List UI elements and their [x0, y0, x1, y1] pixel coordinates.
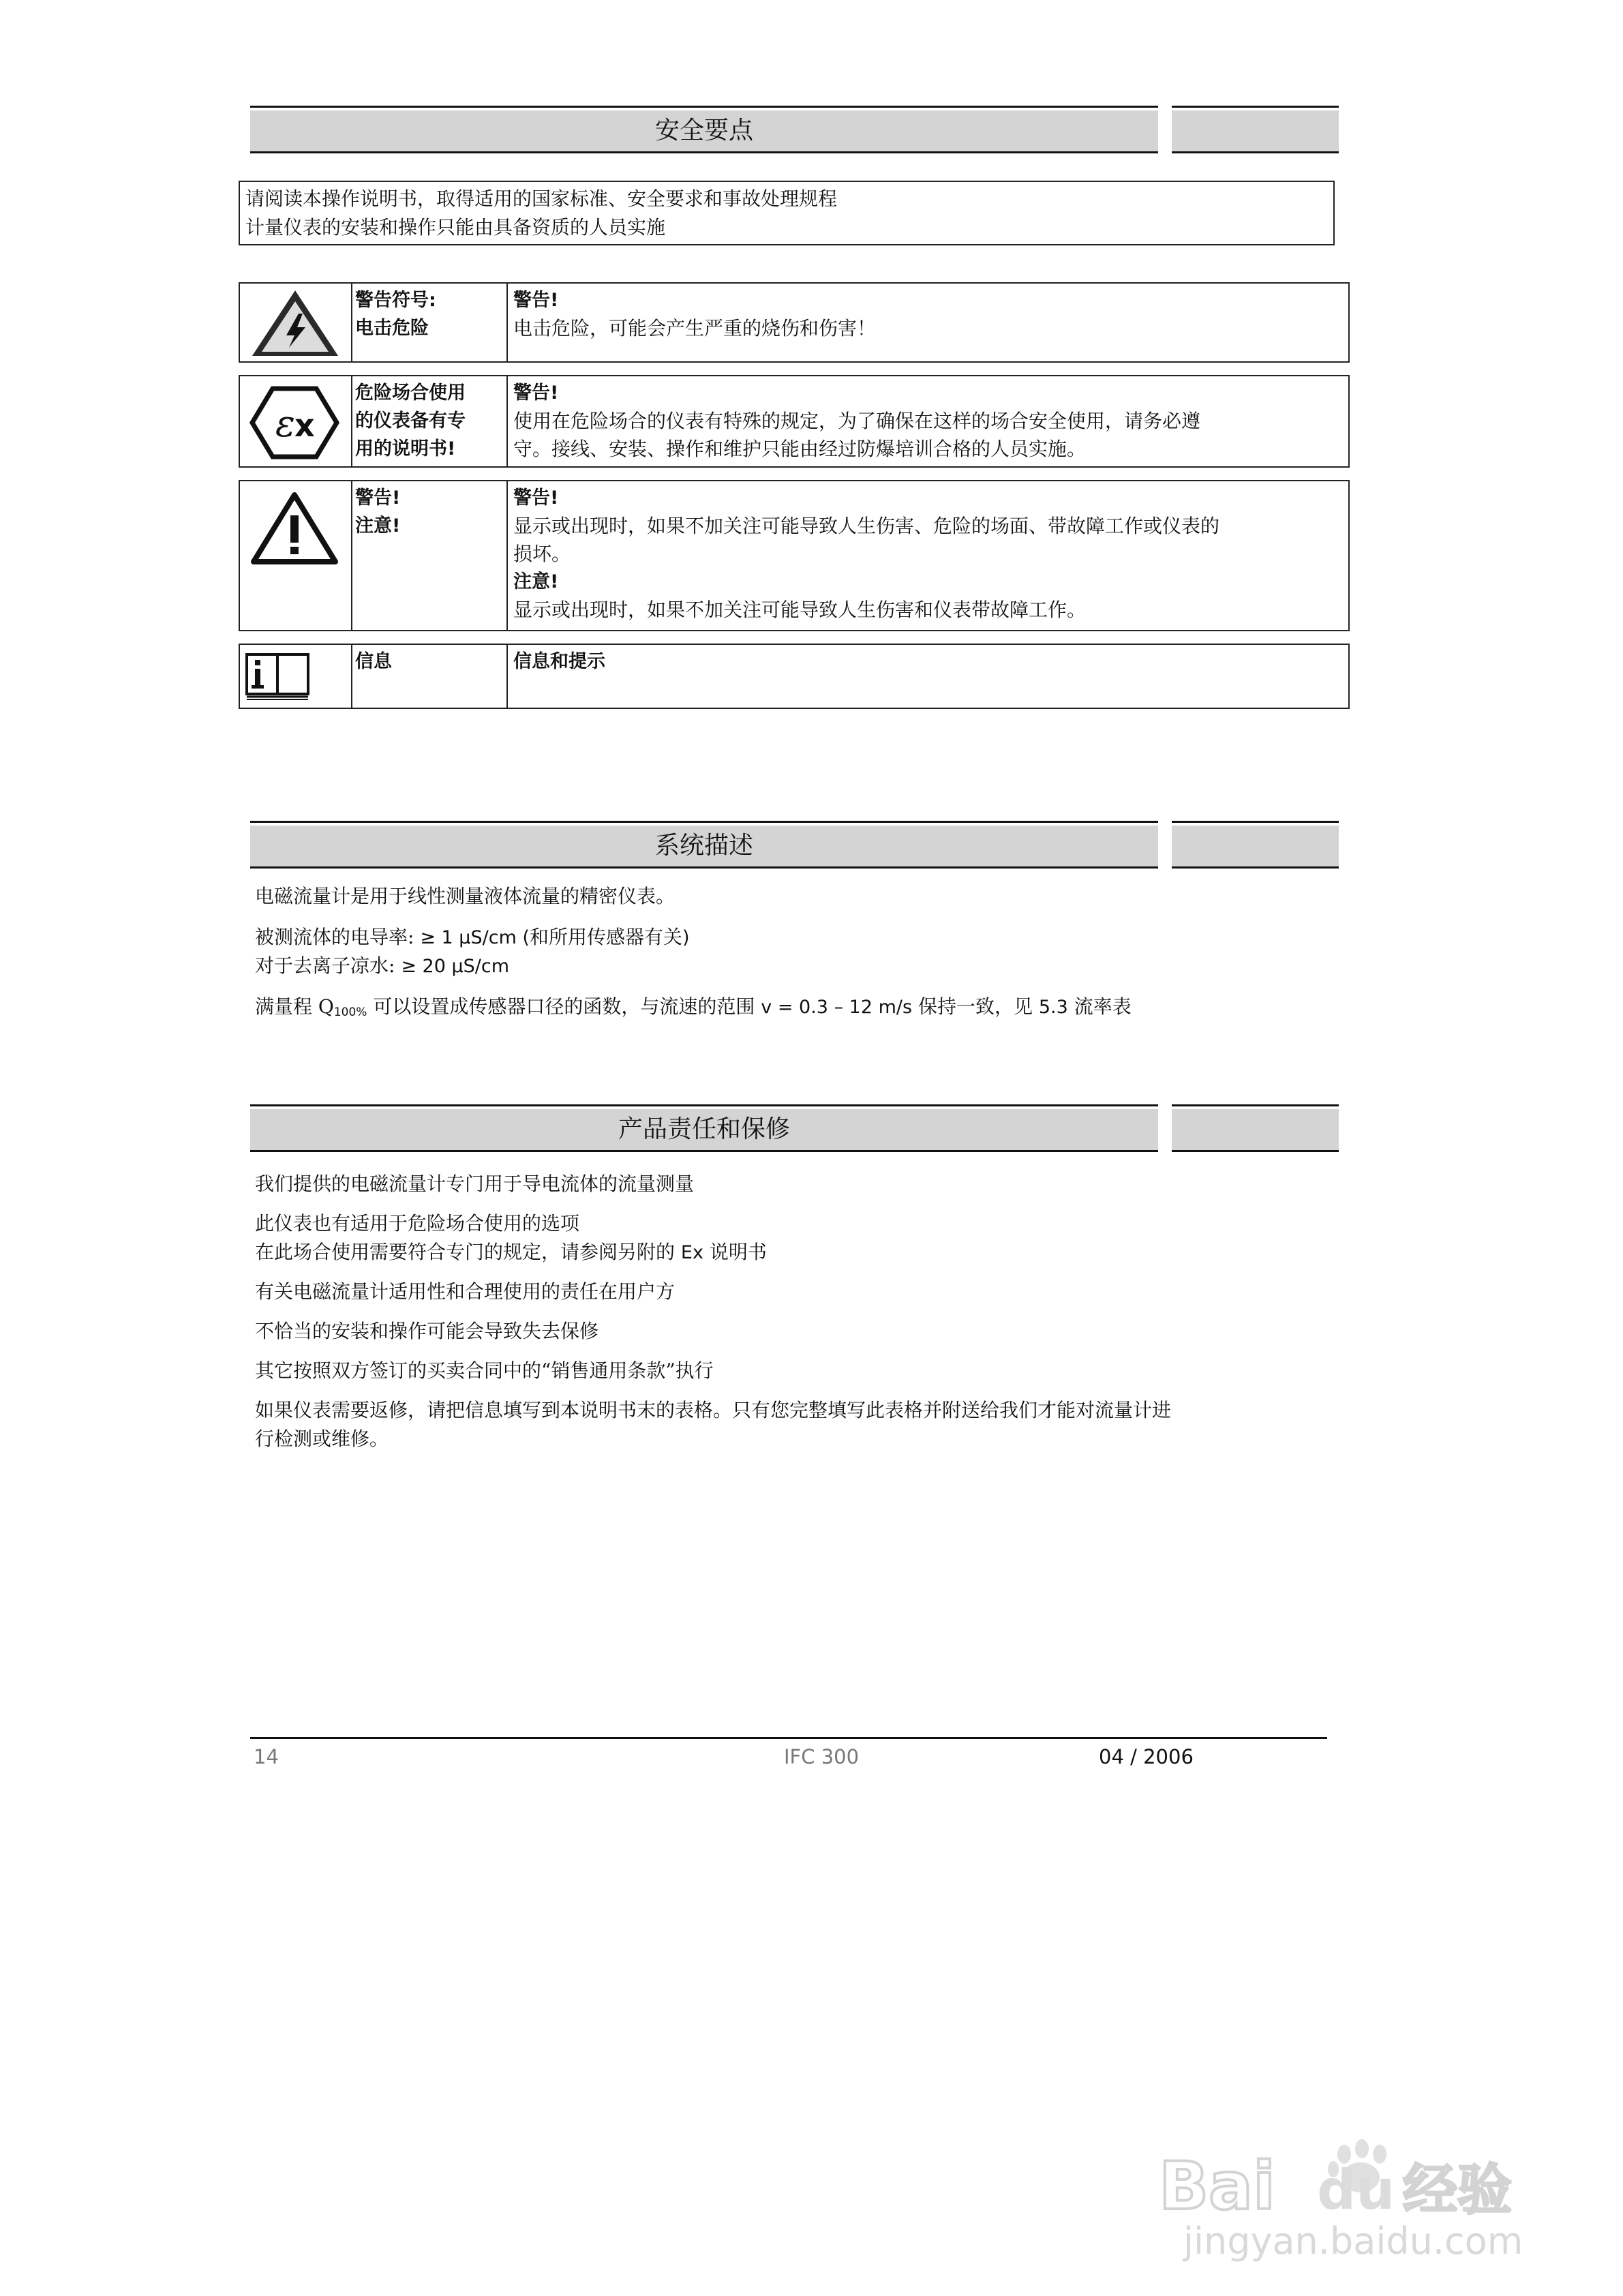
svg-text:经验: 经验 [1403, 2158, 1512, 2222]
symbol-row-info [239, 644, 1350, 709]
symbol-text: 显示或出现时，如果不加关注可能导致人生伤害、危险的场面、带故障工作或仪表的 [513, 515, 1220, 537]
system-paragraph: 满量程 $Q_{100\%}$ 可以设置成传感器口径的函数，与流速的范围 v = 0.3 – 12 m/s 保持一致，见 5.3 流率表 [255, 995, 1132, 1019]
symbol-name: 危险场合使用 [355, 382, 466, 404]
page-number: 14 [254, 1745, 279, 1768]
section-header-safety [250, 106, 1339, 153]
ex-hazardous-area-icon [249, 386, 339, 459]
warranty-paragraph: 如果仪表需要返修，请把信息填写到本说明书末的表格。只有您完整填写此表格并附送给我们才能对流量计进 [255, 1399, 1172, 1421]
svg-text:ε: ε [275, 402, 295, 445]
warning-triangle-icon [248, 489, 341, 567]
symbol-text: 损坏。 [513, 543, 571, 565]
symbol-heading: 警告! [513, 290, 559, 311]
warranty-paragraph: 行检测或维修。 [255, 1428, 389, 1450]
section-title: 安全要点 [654, 117, 753, 145]
symbol-row-ex [239, 375, 1350, 468]
system-paragraph: 被测流体的电导率: ≥ 1 µS/cm (和所用传感器有关) [255, 926, 690, 948]
section-title: 系统描述 [654, 832, 753, 860]
system-paragraph: 电磁流量计是用于线性测量液体流量的精密仪表。 [255, 885, 676, 907]
system-paragraph: 对于去离子凉水: ≥ 20 µS/cm [255, 954, 510, 977]
symbol-text: 使用在危险场合的仪表有特殊的规定，为了确保在这样的场合安全使用，请务必遵 [513, 410, 1201, 432]
warranty-paragraph: 在此场合使用需要符合专门的规定，请参阅另附的 Ex 说明书 [255, 1241, 767, 1263]
section-header-warranty [250, 1104, 1339, 1152]
symbol-name: 警告! [355, 487, 401, 509]
document-date: 04 / 2006 [1099, 1745, 1194, 1768]
symbol-text: 守。接线、安装、操作和维护只能由经过防爆培训合格的人员实施。 [513, 438, 1087, 460]
warranty-paragraph: 有关电磁流量计适用性和合理使用的责任在用户方 [255, 1280, 676, 1303]
symbol-text: 显示或出现时，如果不加关注可能导致人生伤害和仪表带故障工作。 [513, 599, 1087, 621]
symbol-heading: 警告! [513, 487, 559, 509]
symbol-heading: 信息和提示 [513, 651, 605, 672]
info-book-icon [245, 652, 311, 701]
symbol-name: 的仪表备有专 [355, 410, 466, 432]
svg-text:jingyan.baidu.com: jingyan.baidu.com [1183, 2220, 1523, 2263]
intro-line: 计量仪表的安装和操作只能由具备资质的人员实施 [245, 216, 666, 239]
warranty-paragraph: 不恰当的安装和操作可能会导致失去保修 [255, 1320, 599, 1342]
symbol-heading: 注意! [513, 571, 559, 592]
footer-rule [250, 1737, 1327, 1739]
symbol-heading: 警告! [513, 382, 559, 404]
svg-text:du: du [1317, 2158, 1395, 2222]
document-name: IFC 300 [784, 1745, 860, 1768]
symbol-name: 注意! [355, 515, 401, 537]
intro-box [239, 181, 1335, 245]
warranty-paragraph: 此仪表也有适用于危险场合使用的选项 [255, 1212, 580, 1235]
warranty-paragraph: 其它按照双方签订的买卖合同中的“销售通用条款”执行 [255, 1359, 714, 1382]
watermark-logo-icon [1159, 2134, 1541, 2270]
symbol-name: 警告符号: [355, 290, 436, 311]
symbol-name: 电击危险 [355, 318, 429, 339]
intro-line: 请阅读本操作说明书，取得适用的国家标准、安全要求和事故处理规程 [245, 187, 838, 210]
section-header-system [250, 821, 1339, 868]
svg-text:Bai: Bai [1159, 2148, 1275, 2224]
symbol-name: 用的说明书! [355, 438, 456, 459]
svg-text:x: x [294, 407, 315, 444]
symbol-text: 电击危险，可能会产生严重的烧伤和伤害！ [513, 317, 877, 339]
symbol-row-electric [239, 282, 1350, 363]
symbol-row-warning [239, 480, 1350, 631]
warranty-paragraph: 我们提供的电磁流量计专门用于导电流体的流量测量 [255, 1173, 695, 1195]
symbol-name: 信息 [355, 651, 392, 672]
baidu-jingyan-watermark [1159, 2134, 1541, 2270]
section-title: 产品责任和保修 [618, 1115, 790, 1143]
electric-hazard-icon [244, 288, 346, 359]
